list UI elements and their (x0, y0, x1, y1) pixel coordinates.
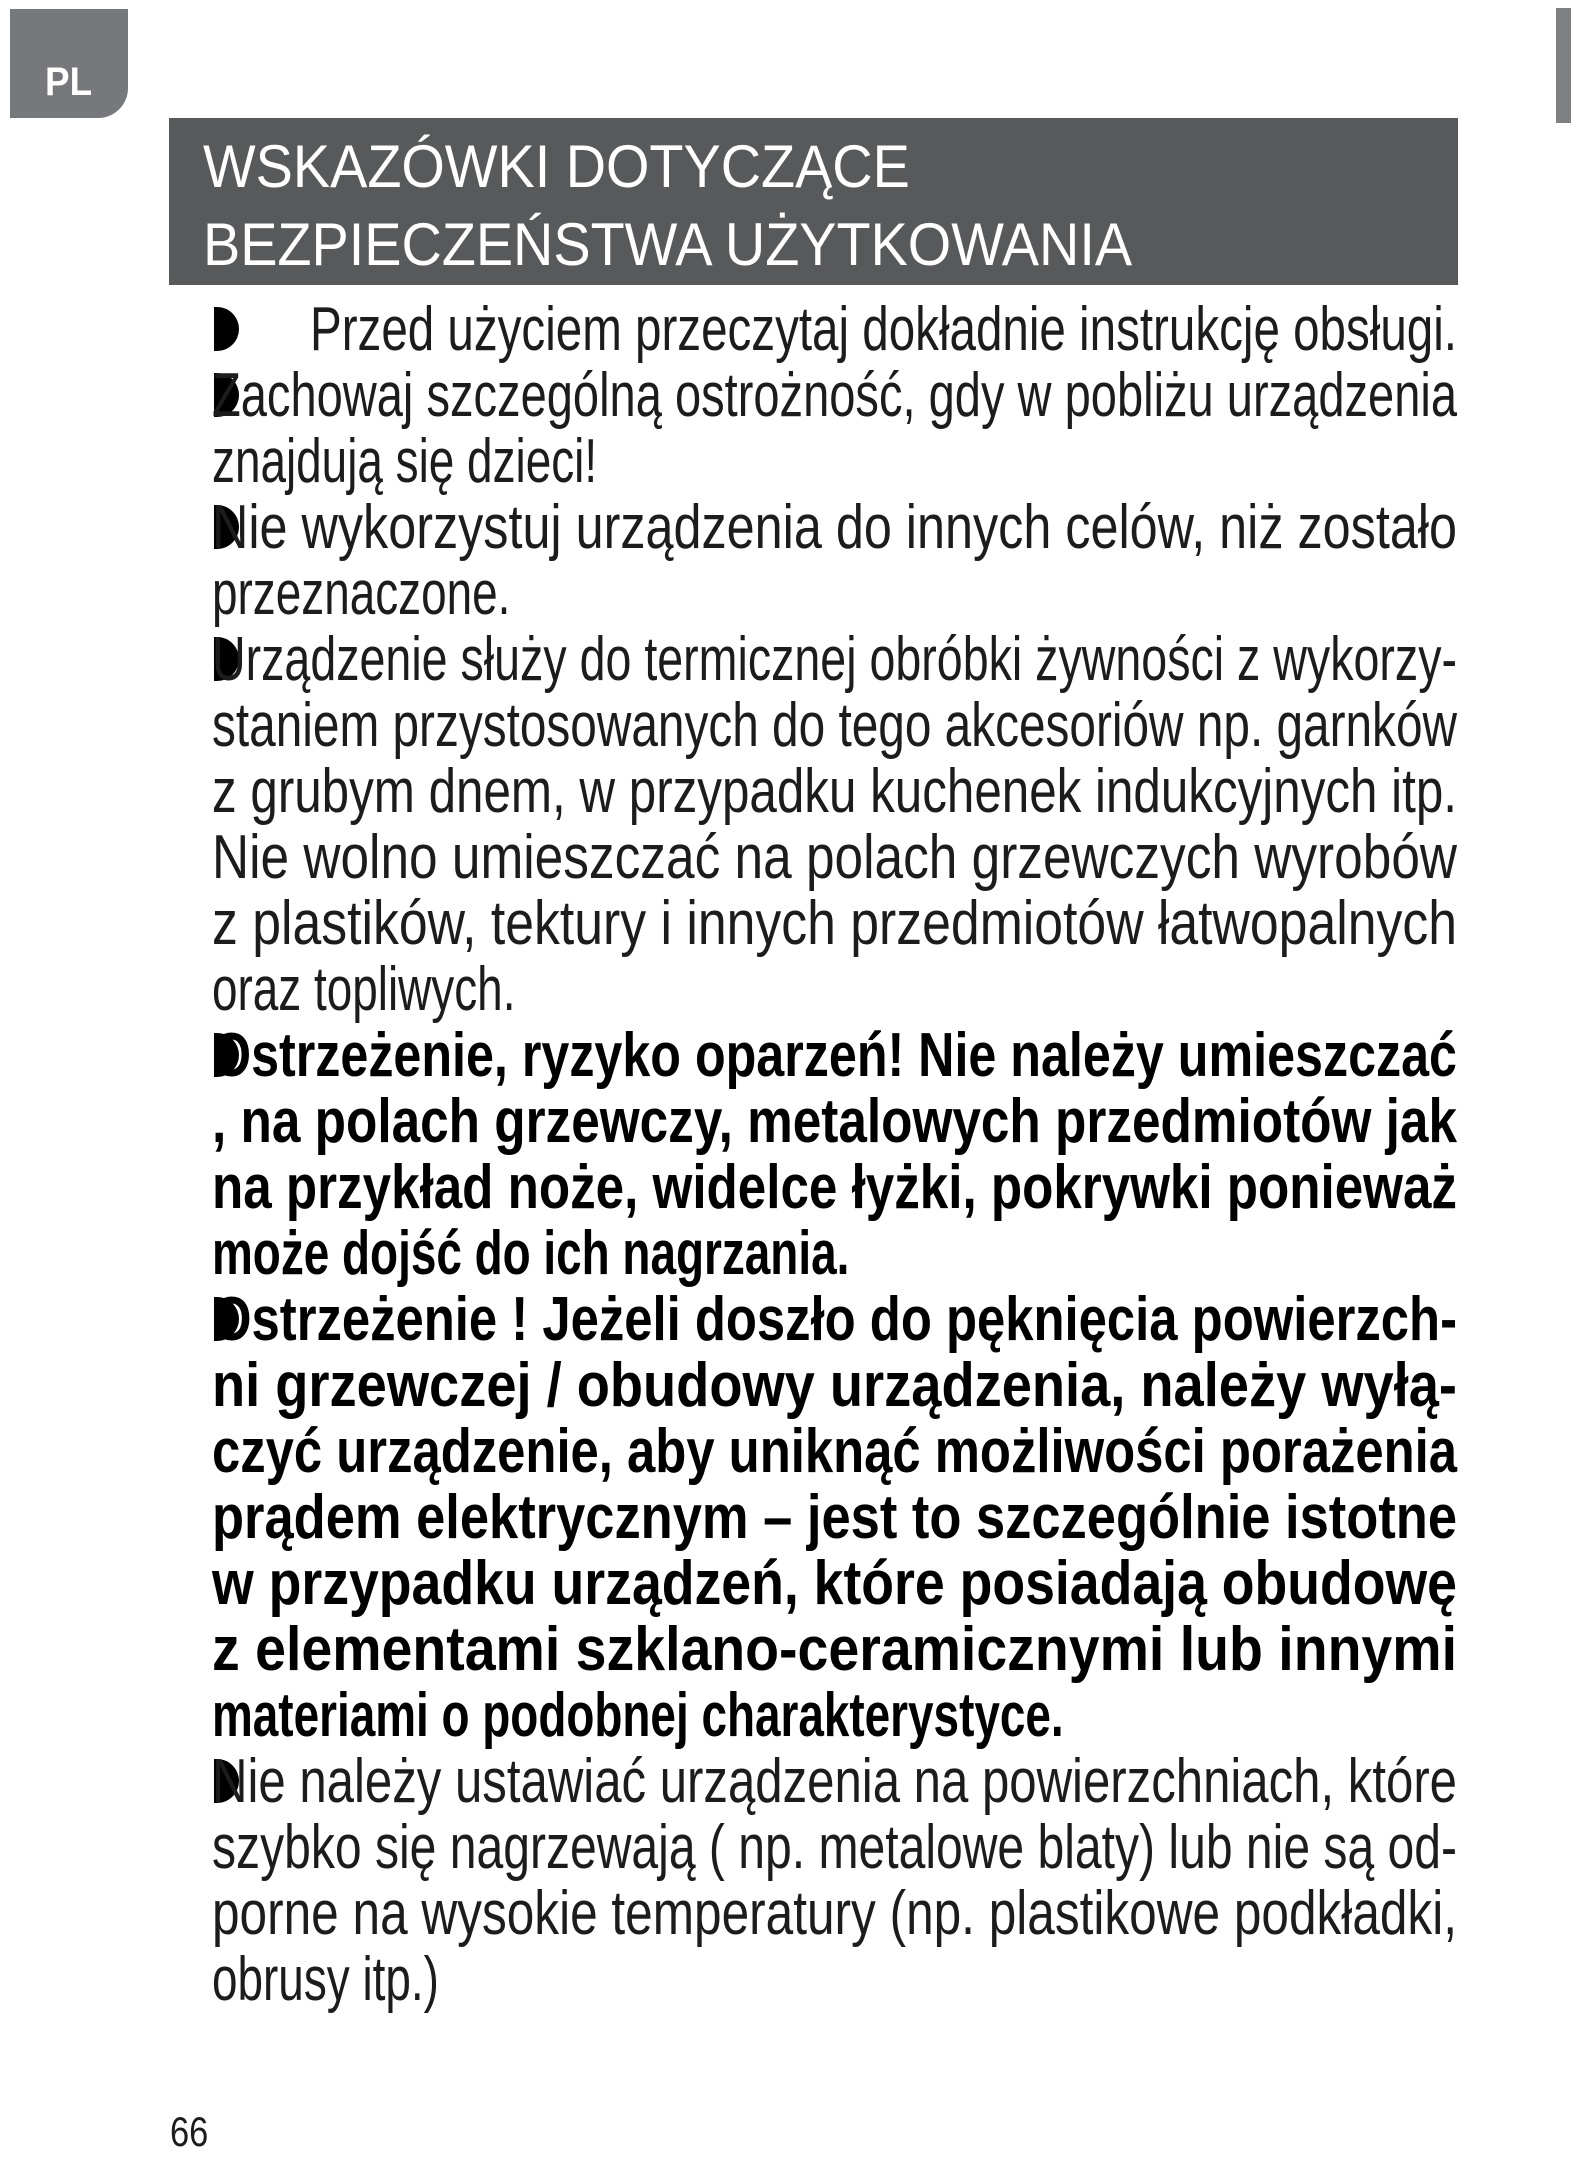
text-line-content: , na polach grzewczy, metalowych przedmiotów jak (212, 1087, 1457, 1156)
text-line (212, 363, 1457, 429)
text-line-content: staniem przystosowanych do tego akcesoriów np. garnków (212, 691, 1457, 760)
header-title-line-2: BEZPIECZEŃSTWA UŻYTKOWANIA (203, 211, 1133, 278)
text-line-content: może dojść do ich nagrzania. (212, 1219, 850, 1288)
language-tab-label: PL (45, 60, 93, 104)
text-line-content: Zachowaj szczególną ostrożność, gdy w pobliżu urządzenia (212, 361, 1457, 430)
text-line (212, 297, 1457, 363)
text-line-content: porne na wysokie temperatury (np. plastikowe podkładki, (212, 1879, 1457, 1948)
text-line (212, 1947, 1457, 2013)
header-title-line-1: WSKAZÓWKI DOTYCZĄCE (203, 133, 910, 200)
body-text (212, 297, 1457, 2013)
text-line-content: Ostrzeżenie ! Jeżeli doszło do pęknięcia powierzch- (212, 1285, 1457, 1354)
text-line-content: w przypadku urządzeń, które posiadają obudowę (212, 1549, 1457, 1618)
text-line-content: Przed użyciem przeczytaj dokładnie instrukcję obsługi. (310, 295, 1457, 364)
text-line-content: oraz topliwych. (212, 955, 516, 1024)
text-line (212, 1089, 1457, 1155)
text-line-content: z plastików, tektury i innych przedmiotów łatwopalnych (212, 889, 1457, 958)
language-tab (10, 9, 128, 118)
text-line (212, 1419, 1457, 1485)
text-line-content: Nie należy ustawiać urządzenia na powierzchniach, które (212, 1747, 1457, 1816)
text-line-content: materiami o podobnej charakterystyce. (212, 1681, 1064, 1750)
text-line-content: Urządzenie służy do termicznej obróbki żywności z wykorzy- (212, 625, 1457, 694)
text-line (212, 1881, 1457, 1947)
text-line (212, 495, 1457, 561)
text-line (212, 1551, 1457, 1617)
text-line-content: na przykład noże, widelce łyżki, pokrywki ponieważ (212, 1153, 1457, 1222)
top-right-edge-bar (1556, 8, 1571, 123)
text-line-content: z grubym dnem, w przypadku kuchenek indukcyjnych itp. (212, 757, 1457, 826)
text-line (212, 627, 1457, 693)
text-line-content: przeznaczone. (212, 559, 511, 628)
text-line-content: ni grzewczej / obudowy urządzenia, należy wyłą- (212, 1351, 1457, 1420)
text-line (212, 1683, 1457, 1749)
text-line (212, 561, 1457, 627)
text-line (212, 1749, 1457, 1815)
text-line (212, 429, 1457, 495)
text-line (212, 1485, 1457, 1551)
text-line (212, 825, 1457, 891)
text-line-content: obrusy itp.) (212, 1945, 439, 2014)
bullet-icon (214, 307, 239, 351)
text-line (212, 891, 1457, 957)
page-number: 66 (170, 2108, 209, 2155)
text-line (212, 693, 1457, 759)
text-line (212, 957, 1457, 1023)
text-line-content: czyć urządzenie, aby uniknąć możliwości porażenia (212, 1417, 1457, 1486)
text-line (212, 1815, 1457, 1881)
text-line-content: prądem elektrycznym – jest to szczególnie istotne (212, 1483, 1457, 1552)
text-line-content: Nie wykorzystuj urządzenia do innych celów, niż zostało (212, 493, 1457, 562)
text-line (212, 1353, 1457, 1419)
text-line-content: Ostrzeżenie, ryzyko oparzeń! Nie należy umieszczać (212, 1021, 1457, 1090)
text-line (212, 1221, 1457, 1287)
text-line (212, 759, 1457, 825)
text-line-content: znajdują się dzieci! (212, 427, 598, 496)
text-line-content: Nie wolno umieszczać na polach grzewczych wyrobów (212, 823, 1457, 892)
text-line (212, 1287, 1457, 1353)
text-line (212, 1617, 1457, 1683)
text-line (212, 1023, 1457, 1089)
text-line-content: z elementami szklano-ceramicznymi lub innymi (212, 1615, 1457, 1684)
text-line (212, 1155, 1457, 1221)
text-line-content: szybko się nagrzewają ( np. metalowe blaty) lub nie są od- (212, 1813, 1457, 1882)
header-banner (169, 118, 1458, 285)
